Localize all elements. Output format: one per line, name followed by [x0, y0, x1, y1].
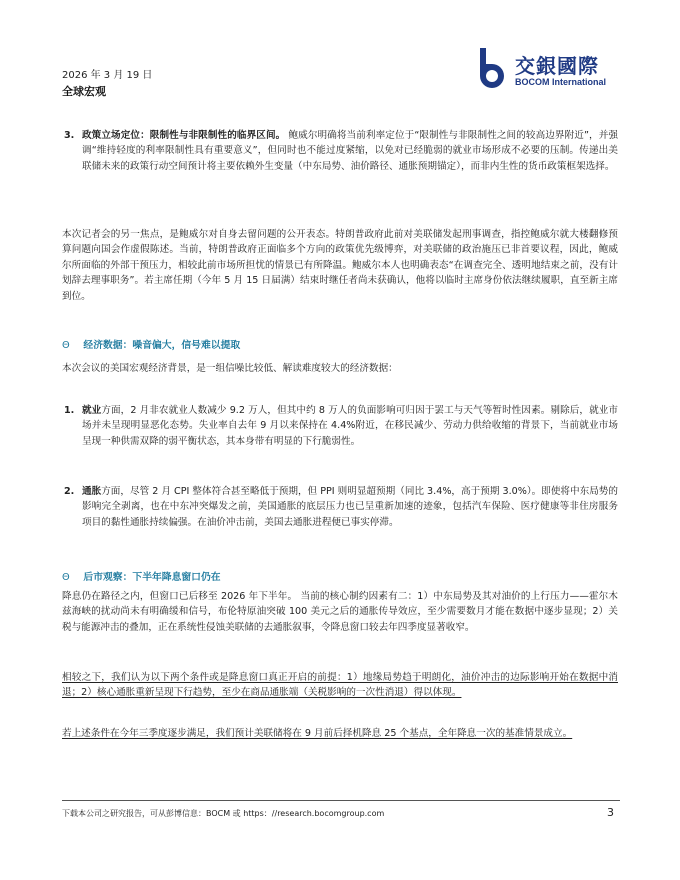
- paragraph-baseline-text: 若上述条件在今年三季度逐步满足，我们预计美联储将在 9 月前后择机降息 25 个基点，全年降息一次的基准情景成立。: [62, 728, 573, 739]
- section-bullet-icon: Θ: [62, 340, 70, 351]
- bocom-logo: [472, 46, 632, 98]
- point-3-number: 3.: [64, 130, 75, 141]
- section-outlook-title: 后市观察：下半年降息窗口仍在: [83, 572, 221, 583]
- paragraph-outlook: 降息仍在路径之内，但窗口已后移至 2026 年下半年。 当前的核心制约因素有二：1）中东局势及其对油价的上行压力——霍尔木兹海峡的扰动尚未有明确缓和信号，布伦特原油突破 100 美元之后的通胀传导效应，至少需要数月才能在数据中逐步显现；2）关税与能源冲击的叠加，正在系统性侵蚀美联储的去通胀叙事，令降息窗口较去年四季度显著收窄。: [62, 591, 618, 633]
- logo-name-en: BOCOM International: [515, 77, 607, 87]
- paragraph-focus: 本次记者会的另一焦点，是鲍威尔对自身去留问题的公开表态。特朗普政府此前对美联储发起刑事调查，指控鲍威尔就大楼翻修预算问题向国会作虚假陈述。当前，特朗普政府正面临多个方向的政策优先级博弈，对美联储的政治施压已非首要议程，因此，鲍威尔所面临的外部干预压力，相较此前市场所担忧的情景已有所降温。鲍威尔本人也明确表态“在调查完全、透明地结束之前，没有计划辞去理事职务”。若主席任期（今年 5 月 15 日届满）结束时继任者尚未获确认，他将以临时主席身份依法继续履职，直至新主席到位。: [62, 229, 618, 302]
- point-1-number: 1.: [64, 405, 75, 416]
- point-1: [62, 403, 618, 449]
- section-bullet-icon: Θ: [62, 572, 70, 583]
- point-3-title: 政策立场定位：限制性与非限制性的临界区间。: [82, 130, 286, 141]
- logo-name-cn: 交銀國際: [515, 54, 599, 78]
- footer-divider: [62, 800, 620, 801]
- page-number: 3: [607, 806, 614, 819]
- point-1-keyword: 就业: [82, 405, 102, 416]
- report-date: 2026 年 3 月 19 日: [62, 70, 153, 81]
- point-3: [62, 128, 618, 174]
- footer-text: 下载本公司之研究报告，可从彭博信息：BOCM 或 https：//research.bocomgroup.com: [62, 809, 385, 818]
- section-econ-title: 经济数据：噪音偏大，信号难以提取: [83, 340, 241, 351]
- point-2-text: 方面，尽管 2 月 CPI 整体符合甚至略低于预期，但 PPI 则明显超预期（同比 3.4%，高于预期 3.0%）。即使将中东局势的影响完全剥离，也在中东冲突爆发之前，美国通胀的底层压力也已呈重新加速的迹象，包括汽车保险、医疗健康等非住房服务项目的黏性通胀持续偏强。在油价冲击前，美国去通胀进程便已事实停滞。: [82, 486, 618, 528]
- point-3-text: 鲍威尔明确将当前利率定位于“限制性与非限制性之间的较高边界附近”，并强调“维持轻度的利率限制性具有重要意义”，但同时也不能过度紧缩，以免对已经脆弱的就业市场形成不必要的压制。传递出美联储未来的政策行动空间预计将主要依赖外生变量（中东局势、油价路径、通胀预期锚定），而非内生性的货币政策框架选择。: [82, 130, 618, 172]
- point-2-keyword: 通胀: [82, 486, 102, 497]
- section-heading-econ: [62, 337, 240, 351]
- section-heading-outlook: [62, 569, 221, 583]
- report-section-title: 全球宏观: [62, 85, 106, 98]
- paragraph-econ-intro: 本次会议的美国宏观经济背景，是一组信噪比较低、解读难度较大的经济数据：: [62, 363, 398, 374]
- point-2-number: 2.: [64, 486, 75, 497]
- point-2: [62, 484, 618, 530]
- paragraph-baseline: [62, 726, 618, 741]
- paragraph-conditions: [62, 670, 618, 701]
- point-1-text: 方面，2 月非农就业人数减少 9.2 万人，但其中约 8 万人的负面影响可归因于罢工与天气等暂时性因素。剔除后，就业市场并未呈现明显恶化态势。失业率自去年 9 月以来保持在 4.4%附近，在移民减少、劳动力供给收缩的背景下，当前就业市场呈现一种供需双降的弱平衡状态，其本身带有明显的下行脆弱性。: [82, 405, 619, 447]
- paragraph-conditions-text: 相较之下，我们认为以下两个条件或是降息窗口真正开启的前提：1）地缘局势趋于明朗化，油价冲击的边际影响开始在数据中消退；2）核心通胀重新呈现下行趋势，至少在商品通胀端（关税影响的一次性消退）得以体现。: [62, 672, 618, 699]
- bocom-logo-icon: [472, 46, 512, 94]
